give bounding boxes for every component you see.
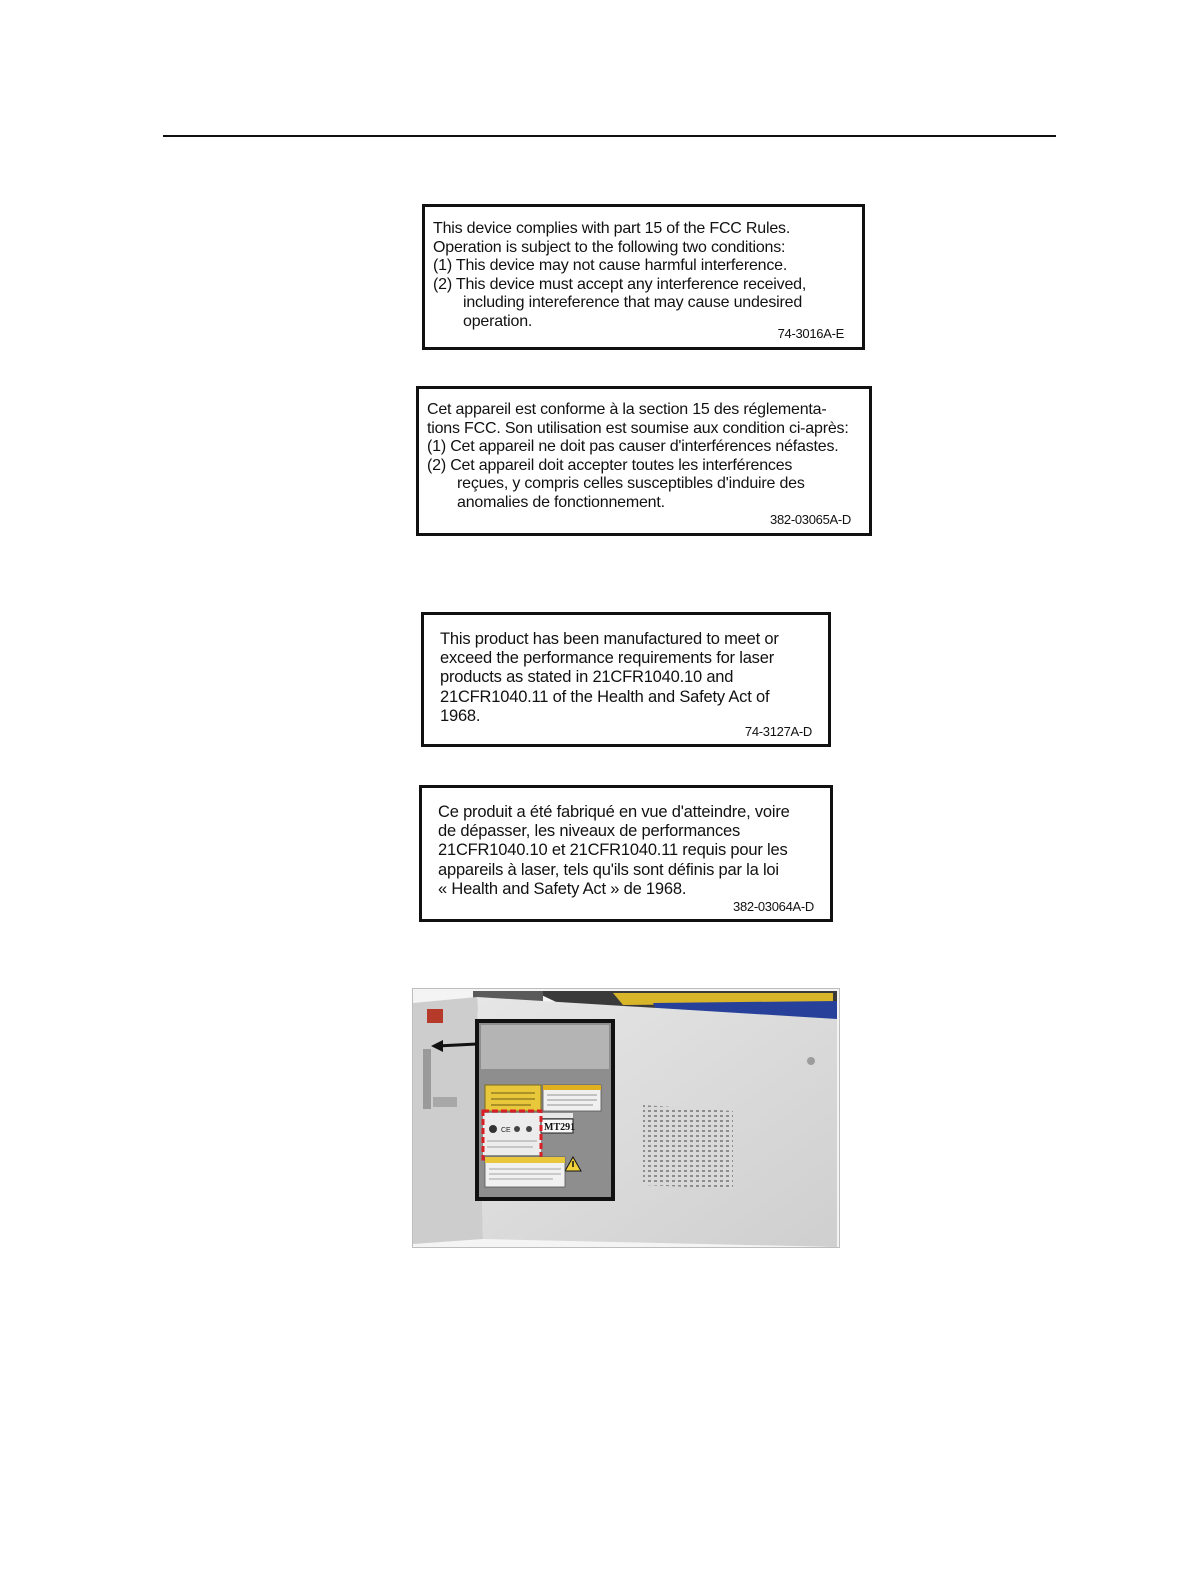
fcc-english-label xyxy=(422,204,865,350)
laser-english-label xyxy=(421,612,831,747)
label-line: exceed the performance requirements for laser xyxy=(440,649,775,668)
label-line: de dépasser, les niveaux de performances xyxy=(438,822,741,841)
label-line: tions FCC. Son utilisation est soumise aux condition ci-après: xyxy=(427,419,849,437)
label-line: (2) Cet appareil doit accepter toutes les interférences xyxy=(427,456,793,474)
svg-text:CE: CE xyxy=(501,1127,511,1134)
label-line: Operation is subject to the following two conditions: xyxy=(433,238,786,256)
label-part-number: 74-3127A-D xyxy=(744,724,812,739)
label-line: 21CFR1040.11 of the Health and Safety Act of xyxy=(440,687,770,706)
printer-label-location-photo xyxy=(412,988,840,1248)
label-line: operation. xyxy=(463,312,533,330)
label-line: including intereference that may cause undesired xyxy=(463,294,803,312)
label-line: 21CFR1040.10 et 21CFR1040.11 requis pour les xyxy=(438,841,788,860)
header-rule xyxy=(163,135,1056,137)
label-part-number: 382-03065A-D xyxy=(770,512,851,527)
label-body xyxy=(438,803,790,899)
model-tag-text: MT291 xyxy=(544,1122,576,1133)
label-line: « Health and Safety Act » de 1968. xyxy=(438,879,687,898)
label-part-number: 382-03064A-D xyxy=(733,899,814,914)
label-line: Ce produit a été fabriqué en vue d'atteindre, voire xyxy=(438,803,790,821)
label-line: Cet appareil est conforme à la section 15 des réglementa- xyxy=(427,401,827,418)
label-line: (1) This device may not cause harmful interference. xyxy=(433,257,788,275)
label-line: reçues, y compris celles susceptibles d'induire des xyxy=(457,475,805,493)
label-line: anomalies de fonctionnement. xyxy=(457,493,665,511)
label-line: This device complies with part 15 of the FCC Rules. xyxy=(433,220,791,237)
label-body xyxy=(427,401,849,513)
label-body xyxy=(440,630,779,726)
label-line: products as stated in 21CFR1040.10 and xyxy=(440,668,734,687)
label-line: (1) Cet appareil ne doit pas causer d'interférences néfastes. xyxy=(427,438,839,456)
fcc-french-label xyxy=(416,386,872,536)
laser-french-label xyxy=(419,785,833,922)
label-line: This product has been manufactured to meet or xyxy=(440,630,779,648)
label-line: appareils à laser, tels qu'ils sont définis par la loi xyxy=(438,860,779,879)
label-line: (2) This device must accept any interference received, xyxy=(433,275,807,293)
label-body xyxy=(433,220,806,332)
label-part-number: 74-3016A-E xyxy=(777,326,844,341)
label-line: 1968. xyxy=(440,706,481,725)
